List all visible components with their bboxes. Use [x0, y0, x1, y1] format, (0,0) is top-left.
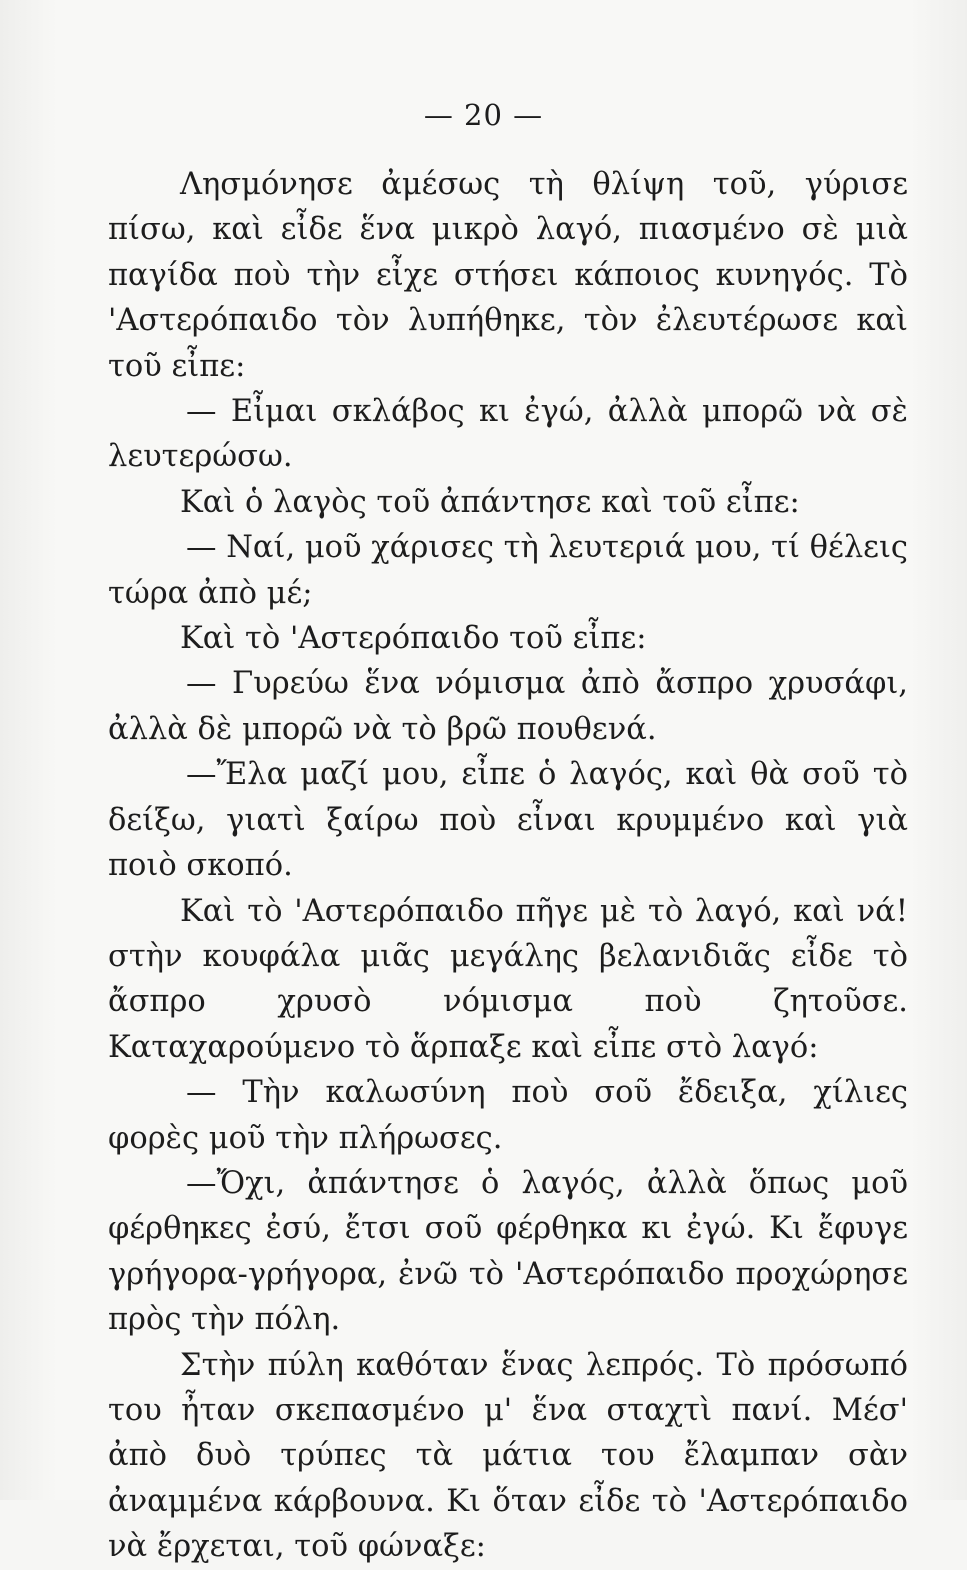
paragraph: Λησμόνησε ἀμέσως τὴ θλίψη τοῦ, γύρισε πίσω, καὶ εἶδε ἕνα μικρὸ λαγό, πιασμένο σὲ μιὰ παγίδα ποὺ τὴν εἶχε στήσει κάποιος κυνηγός. Τὸ 'Αστερόπαιδο τὸν λυπήθηκε, τὸν ἐλευτέρωσε καὶ τοῦ εἶπε:: [108, 167, 908, 384]
dialogue-line: — Ναί, μοῦ χάρισες τὴ λευτεριά μου, τί θέλεις τώρα ἀπὸ μέ;: [108, 530, 908, 611]
dialogue-line: — Γυρεύω ἕνα νόμισμα ἀπὸ ἄσπρο χρυσάφι, ἀλλὰ δὲ μπορῶ νὰ τὸ βρῶ πουθενά.: [108, 666, 908, 747]
paragraph: Καὶ ὁ λαγὸς τοῦ ἀπάντησε καὶ τοῦ εἶπε:: [180, 484, 800, 520]
page-number: — 20 —: [423, 98, 544, 132]
dialogue-line: —Ὄχι, ἀπάντησε ὁ λαγός, ἀλλὰ ὅπως μοῦ φέρθηκες ἐσύ, ἔτσι σοῦ φέρθηκα κι ἐγώ. Κι ἔφυγε γρήγορα-γρήγορα, ἐνῶ τὸ 'Αστερόπαιδο προχώρησε πρὸς τὴν πόλη.: [108, 1165, 908, 1338]
paragraph: Καὶ τὸ 'Αστερόπαιδο τοῦ εἶπε:: [180, 621, 647, 657]
dialogue-line: — Τὴν καλωσύνη ποὺ σοῦ ἔδειξα, χίλιες φορὲς μοῦ τὴν πλήρωσες.: [108, 1075, 908, 1156]
paragraph: Καὶ τὸ 'Αστερόπαιδο πῆγε μὲ τὸ λαγό, καὶ νά! στὴν κουφάλα μιᾶς μεγάλης βελανιδιᾶς εἶδε τὸ ἄσπρο χρυσὸ νόμισμα ποὺ ζητοῦσε. Καταχαρούμενο τὸ ἅρπαξε καὶ εἶπε στὸ λαγό:: [108, 893, 908, 1065]
paragraph: Στὴν πύλη καθόταν ἕνας λεπρός. Τὸ πρόσωπό του ἦταν σκεπασμένο μ' ἕνα σταχτὶ πανί. Μέσ' ἀπὸ δυὸ τρύπες τὰ μάτια του ἔλαμπαν σὰν ἀναμμένα κάρβουνα. Κι ὅταν εἶδε τὸ 'Αστερόπαιδο νὰ ἔρχεται, τοῦ φώναξε:: [108, 1347, 908, 1565]
dialogue-line: —Ἔλα μαζί μου, εἶπε ὁ λαγός, καὶ θὰ σοῦ τὸ δείξω, γιατὶ ξαίρω ποὺ εἶναι κρυμμένο καὶ γιὰ ποιὸ σκοπό.: [108, 757, 908, 884]
body-text: [108, 162, 908, 1570]
dialogue-line: — Εἶμαι σκλάβος κι ἐγώ, ἀλλὰ μπορῶ νὰ σὲ λευτερώσω.: [108, 394, 908, 475]
